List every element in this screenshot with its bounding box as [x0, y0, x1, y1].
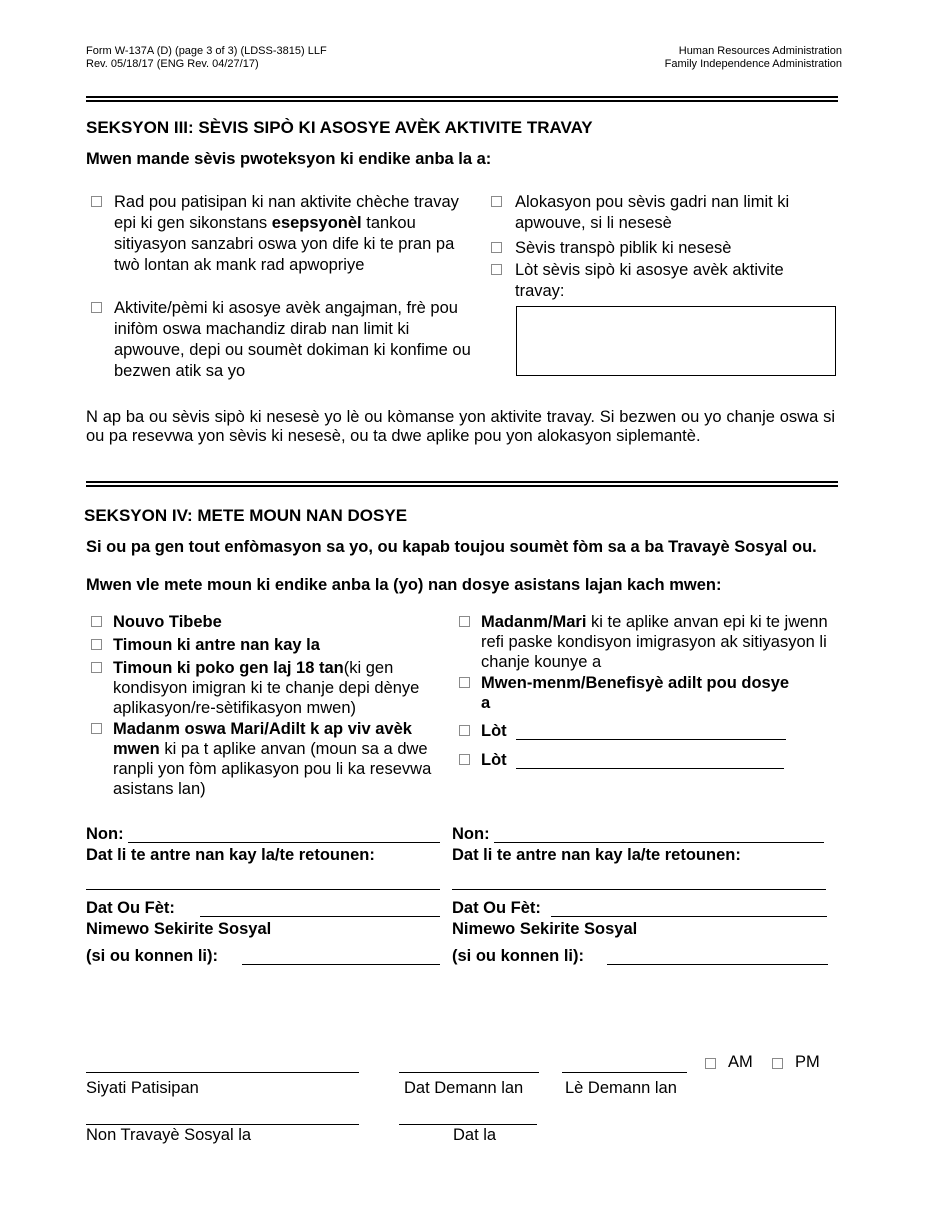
request-date-line[interactable]: [399, 1072, 539, 1073]
other-2-line[interactable]: [516, 768, 784, 769]
ssn-hint: (si ou konnen li):: [452, 947, 584, 965]
spouse-denied-item: Madanm/Mari ki te aplike anvan epi ki te jwenn refi paske kondisyon imigrasyon ak sitiyasyon li chanje kounye a: [481, 613, 828, 671]
checkbox-other-1[interactable]: [459, 725, 470, 736]
checkbox-spouse-denied[interactable]: [459, 616, 470, 627]
section4-title: SEKSYON IV: METE MOUN NAN DOSYE: [84, 506, 408, 525]
ssn-field-2[interactable]: [607, 964, 828, 965]
checkbox-am[interactable]: [705, 1058, 716, 1069]
date-entered-field-2[interactable]: [452, 889, 826, 890]
section3-subtitle: Mwen mande sèvis pwoteksyon ki endike anba la a:: [86, 150, 492, 168]
checkbox-new-baby[interactable]: [91, 616, 102, 627]
pm-label: PM: [795, 1053, 820, 1071]
checkbox-activity-permit[interactable]: [91, 302, 102, 313]
section4-subtitle-1: Si ou pa gen tout enfòmasyon sa yo, ou kapab toujou soumèt fòm sa a ba Travayè Sosyal ou.: [86, 538, 817, 556]
section-divider: [86, 485, 838, 487]
form-id: Form W-137A (D) (page 3 of 3) (LDSS-3815) LLF Rev. 05/18/17 (ENG Rev. 04/27/17): [86, 45, 327, 70]
ssn-hint: (si ou konnen li):: [86, 947, 218, 965]
section3-title: SEKSYON III: SÈVIS SIPÒ KI ASOSYE AVÈK AKTIVITE TRAVAY: [86, 118, 593, 137]
dob-label: Dat Ou Fèt:: [452, 899, 541, 917]
activity-permit-item: Aktivite/pèmi ki asosye avèk angajman, frè pou inifòm oswa machandiz dirab nan limit ki apwouve, depi ou soumèt dokiman ki konfime ou bezwen atik sa yo: [114, 299, 471, 380]
agency-name: Human Resources Administration Family Independence Administration: [664, 45, 842, 70]
ssn-label: Nimewo Sekirite Sosyal: [86, 920, 272, 938]
checkbox-child-under-18[interactable]: [91, 662, 102, 673]
other-1-label: Lòt: [481, 722, 507, 740]
request-time-line[interactable]: [562, 1072, 687, 1073]
child-entering-item: Timoun ki antre nan kay la: [113, 636, 320, 654]
ssn-label: Nimewo Sekirite Sosyal: [452, 920, 638, 938]
transportation-item: Sèvis transpò piblik ki nesesè: [515, 239, 732, 257]
date-entered-label: Dat li te antre nan kay la/te retounen:: [452, 846, 741, 864]
name-label: Non:: [452, 825, 490, 843]
spouse-adult-item: Madanm oswa Mari/Adilt k ap viv avèk mwen ki pa t aplike anvan (moun sa a dwe ranpli yon fòm aplikasyon pou li ka resevwa asistans lan): [113, 720, 432, 798]
dob-field-1[interactable]: [200, 916, 440, 917]
section-divider: [86, 96, 838, 98]
self-beneficiary-item: Mwen-menm/Benefisyè adilt pou dosye a: [481, 674, 790, 712]
other-support-textbox[interactable]: [516, 306, 836, 376]
participant-signature-label: Siyati Patisipan: [86, 1079, 199, 1097]
child-under-18-item: Timoun ki poko gen laj 18 tan(ki gen kondisyon imigran ki te chanje depi dènye aplikasyon/re-sètifikasyon mwen): [113, 659, 420, 717]
other-1-line[interactable]: [516, 739, 786, 740]
request-time-label: Lè Demann lan: [565, 1079, 677, 1097]
date-label: Dat la: [453, 1126, 497, 1144]
date-entered-label: Dat li te antre nan kay la/te retounen:: [86, 846, 375, 864]
worker-name-label: Non Travayè Sosyal la: [86, 1126, 252, 1144]
section-divider: [86, 100, 838, 102]
child-care-item: Alokasyon pou sèvis gadri nan limit ki apwouve, si li nesesè: [515, 193, 790, 232]
new-baby-item: Nouvo Tibebe: [113, 613, 222, 631]
name-field-1[interactable]: [128, 842, 440, 843]
dob-field-2[interactable]: [551, 916, 827, 917]
checkbox-clothing[interactable]: [91, 196, 102, 207]
participant-signature-line[interactable]: [86, 1072, 359, 1073]
other-support-item: Lòt sèvis sipò ki asosye avèk aktivite travay:: [515, 261, 784, 300]
checkbox-child-care[interactable]: [491, 196, 502, 207]
name-label: Non:: [86, 825, 124, 843]
ssn-field-1[interactable]: [242, 964, 440, 965]
checkbox-child-entering[interactable]: [91, 639, 102, 650]
date-line[interactable]: [399, 1124, 537, 1125]
checkbox-self-beneficiary[interactable]: [459, 677, 470, 688]
checkbox-other-2[interactable]: [459, 754, 470, 765]
section4-subtitle-2: Mwen vle mete moun ki endike anba la (yo) nan dosye asistans lajan kach mwen:: [86, 576, 722, 594]
date-entered-field-1[interactable]: [86, 889, 440, 890]
worker-name-line[interactable]: [86, 1124, 359, 1125]
section-divider: [86, 481, 838, 483]
other-2-label: Lòt: [481, 751, 507, 769]
checkbox-pm[interactable]: [772, 1058, 783, 1069]
section3-paragraph: N ap ba ou sèvis sipò ki nesesè yo lè ou kòmanse yon aktivite travay. Si bezwen ou yo chanje oswa si ou pa resevwa yon sèvis ki nesesè, ou ta dwe aplike pou yon alokasyon siplemantè.: [86, 408, 835, 445]
request-date-label: Dat Demann lan: [404, 1079, 524, 1097]
dob-label: Dat Ou Fèt:: [86, 899, 175, 917]
name-field-2[interactable]: [494, 842, 824, 843]
clothing-item: Rad pou patisipan ki nan aktivite chèche travay epi ki gen sikonstans esepsyonèl tankou sitiyasyon sanzabri oswa yon dife ki te pran pa twò lontan ak mank rad apwopriye: [114, 193, 459, 274]
checkbox-transportation[interactable]: [491, 242, 502, 253]
checkbox-spouse-adult[interactable]: [91, 723, 102, 734]
checkbox-other-support[interactable]: [491, 264, 502, 275]
am-label: AM: [728, 1053, 753, 1071]
